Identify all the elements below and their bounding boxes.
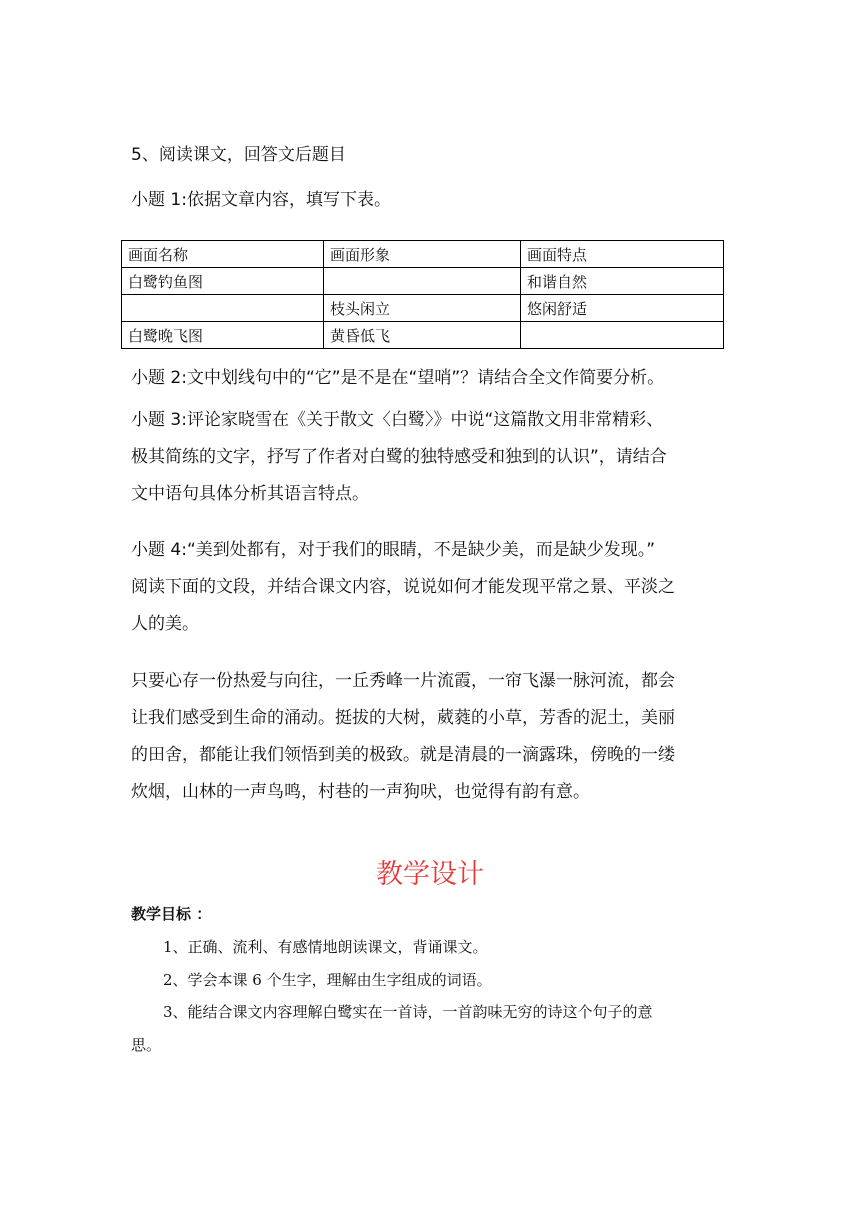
question-3-line: 文中语句具体分析其语言特点。 bbox=[131, 484, 369, 504]
fill-in-table bbox=[121, 240, 724, 349]
table-header-row bbox=[122, 241, 724, 268]
table-cell: 黄昏低飞 bbox=[324, 322, 521, 349]
table-cell: 白鹭钓鱼图 bbox=[122, 268, 324, 295]
question-2: 小题 2:文中划线句中的“它”是不是在“望哨”？请结合全文作简要分析。 bbox=[131, 368, 665, 388]
table-cell: 悠闲舒适 bbox=[521, 295, 724, 322]
table-cell bbox=[122, 295, 324, 322]
goal-item: 3、能结合课文内容理解白鹭实在一首诗，一首韵味无穷的诗这个句子的意 bbox=[163, 1003, 653, 1021]
table-row bbox=[122, 295, 724, 322]
table-header-cell: 画面名称 bbox=[122, 241, 324, 268]
table-row bbox=[122, 268, 724, 295]
passage-line: 的田舍，都能让我们领悟到美的极致。就是清晨的一滴露珠，傍晚的一缕 bbox=[131, 745, 675, 765]
goals-heading: 教学目标 ： bbox=[131, 905, 212, 923]
goal-item: 2、学会本课 6 个生字，理解由生字组成的词语。 bbox=[163, 971, 492, 989]
goal-item-continued: 思。 bbox=[131, 1036, 162, 1054]
question-3 bbox=[131, 402, 731, 513]
question-3-line: 小题 3:评论家晓雪在《关于散文〈白鹭〉》中说“这篇散文用非常精彩、 bbox=[131, 410, 664, 430]
question-intro: 5、阅读课文，回答文后题目 bbox=[131, 145, 346, 165]
reading-passage bbox=[131, 663, 731, 811]
table-cell bbox=[324, 268, 521, 295]
table-cell: 白鹭晚飞图 bbox=[122, 322, 324, 349]
teaching-design-title: 教学设计 bbox=[376, 859, 484, 890]
question-4-line: 人的美。 bbox=[131, 614, 199, 634]
table-header-cell: 画面特点 bbox=[521, 241, 724, 268]
goal-item: 1、正确、流利、有感情地朗读课文，背诵课文。 bbox=[163, 938, 488, 956]
question-4 bbox=[131, 532, 731, 643]
question-4-line: 小题 4:“美到处都有，对于我们的眼睛，不是缺少美，而是缺少发现。” bbox=[131, 540, 656, 560]
question-3-line: 极其简练的文字，抒写了作者对白鹭的独特感受和独到的认识”，请结合 bbox=[131, 447, 667, 467]
question-4-line: 阅读下面的文段，并结合课文内容，说说如何才能发现平常之景、平淡之 bbox=[131, 577, 675, 597]
passage-line: 炊烟，山林的一声鸟鸣，村巷的一声狗吠，也觉得有韵有意。 bbox=[131, 782, 590, 802]
question-1: 小题 1:依据文章内容，填写下表。 bbox=[131, 190, 391, 210]
table-cell bbox=[521, 322, 724, 349]
passage-line: 只要心存一份热爱与向往，一丘秀峰一片流霞，一帘飞瀑一脉河流，都会 bbox=[131, 671, 675, 691]
table-header-cell: 画面形象 bbox=[324, 241, 521, 268]
table-row bbox=[122, 322, 724, 349]
passage-line: 让我们感受到生命的涌动。挺拔的大树，葳蕤的小草，芳香的泥土，美丽 bbox=[131, 708, 675, 728]
table-cell: 和谐自然 bbox=[521, 268, 724, 295]
table-cell: 枝头闲立 bbox=[324, 295, 521, 322]
